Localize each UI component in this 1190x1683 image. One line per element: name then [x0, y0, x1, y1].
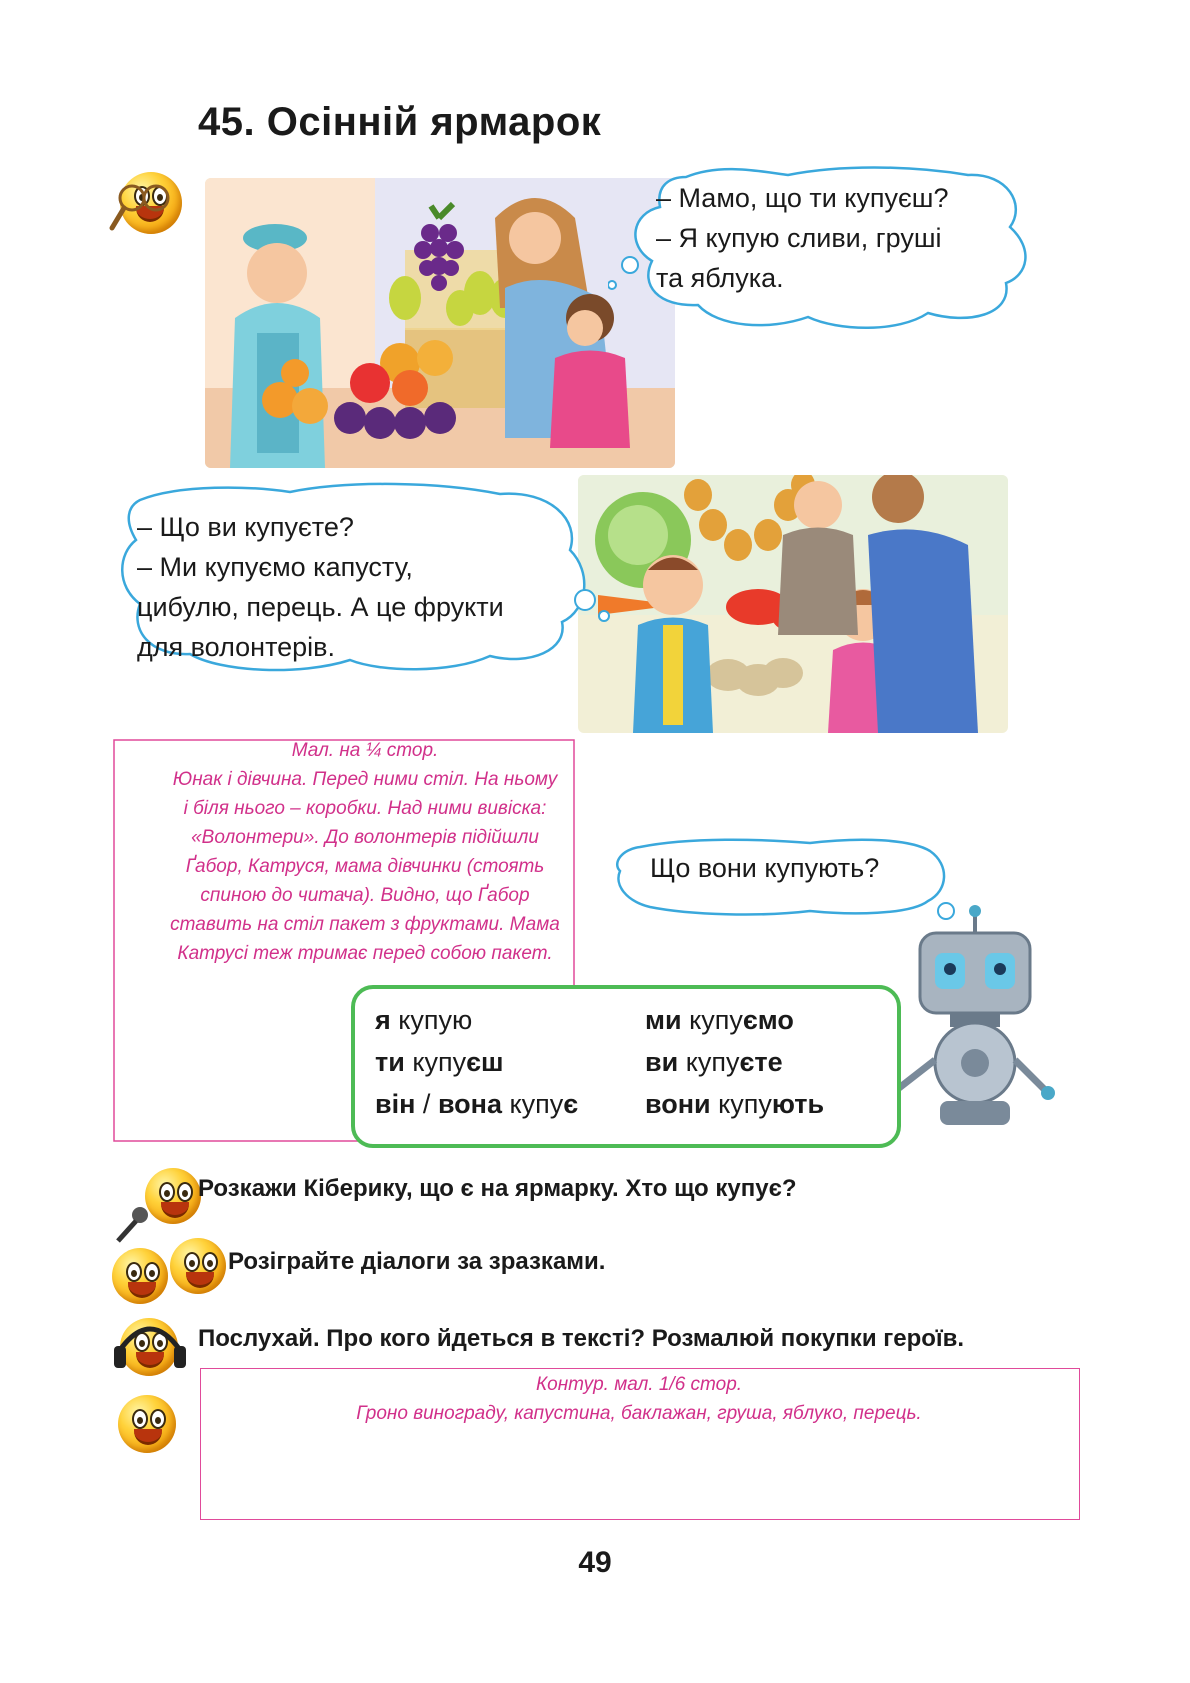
- note-line: спиною до читача). Видно, що Ґабор: [200, 885, 530, 906]
- smiley-headset-icon: [118, 1395, 176, 1453]
- placeholder-note-1: [130, 736, 600, 968]
- dialog-2-line: для волонтерів.: [137, 632, 336, 662]
- placeholder-note-2: [200, 1370, 1078, 1428]
- conjugation-cell-i: я купую: [375, 1005, 473, 1035]
- fruit-stand-illustration: [205, 178, 675, 468]
- note-line: Катрусі теж тримає перед собою пакет.: [177, 943, 553, 964]
- note-line: Юнак і дівчина. Перед ними стіл. На ньому: [172, 769, 558, 790]
- vegetable-stand-illustration: [578, 475, 1008, 733]
- robot-question: Що вони купують?: [650, 853, 880, 883]
- note-line: «Волонтери». До волонтерів підійшли: [191, 827, 539, 848]
- note-line: ставить на стіл пакет з фруктами. Мама: [170, 914, 560, 935]
- dialog-2-line: – Ми купуємо капусту,: [137, 552, 413, 582]
- robot-illustration: [880, 905, 1070, 1130]
- headphones-icon: [112, 1308, 188, 1378]
- dialog-1-line: та яблука.: [656, 263, 784, 293]
- dialog-1: [656, 178, 948, 298]
- magnifier-icon: [106, 172, 192, 238]
- dialog-2-line: цибулю, перець. А це фрукти: [137, 592, 504, 622]
- smiley-microphone-icon: [145, 1168, 201, 1224]
- note-line: Ґабор, Катруся, мама дівчинки (стоять: [185, 856, 545, 877]
- conjugation-cell-we: ми купуємо: [645, 1005, 794, 1035]
- note-line: і біля нього – коробки. Над ними вивіска:: [183, 798, 547, 819]
- smiley-talking-left-icon: [112, 1248, 168, 1304]
- task-1: Розкажи Кіберику, що є на ярмарку. Хто що купує?: [198, 1175, 797, 1202]
- lesson-title: 45. Осінній ярмарок: [198, 100, 602, 144]
- dialog-2-line: – Що ви купуєте?: [137, 512, 354, 542]
- conjugation-table: [351, 985, 901, 1148]
- task-3: Послухай. Про кого йдеться в тексті? Розмалюй покупки героїв.: [198, 1325, 965, 1352]
- page-number: 49: [578, 1546, 612, 1579]
- dialog-2: [137, 507, 504, 667]
- smiley-talking-right-icon: [170, 1238, 226, 1294]
- conjugation-cell-they: вони купують: [645, 1089, 825, 1119]
- microphone-icon: [112, 1205, 152, 1245]
- conjugation-cell-you-sg: ти купуєш: [375, 1047, 504, 1077]
- note-line: Гроно винограду, капустина, баклажан, груша, яблуко, перець.: [356, 1403, 922, 1424]
- dialog-1-line: – Мамо, що ти купуєш?: [656, 183, 949, 213]
- note-line: Контур. мал. 1/6 стор.: [535, 1374, 743, 1395]
- conjugation-cell-you-pl: ви купуєте: [645, 1047, 783, 1077]
- note-line: Мал. на ¼ стор.: [291, 740, 439, 761]
- conjugation-cell-he-she: він / вона купує: [375, 1089, 579, 1119]
- task-2: Розіграйте діалоги за зразками.: [228, 1248, 606, 1275]
- dialog-1-line: – Я купую сливи, груші: [656, 223, 942, 253]
